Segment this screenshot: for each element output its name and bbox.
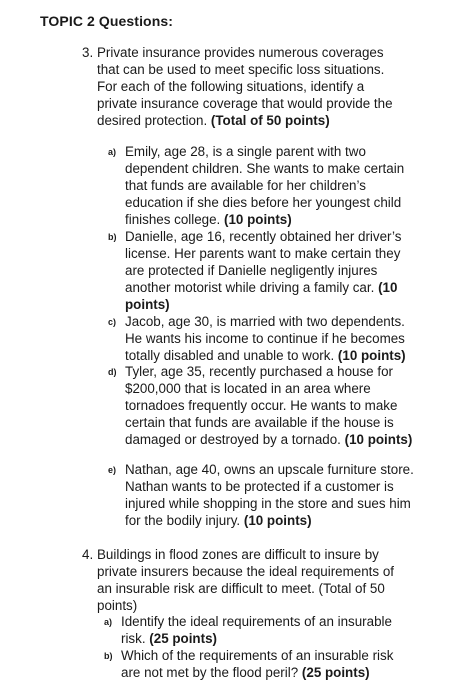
question-3-text: Private insurance provides numerous coverages that can be used to meet specific loss situations. For each of the following situations, identify a private insurance coverage that would provide the desired protection. [97, 45, 393, 128]
question-3c-mark: c) [108, 317, 117, 327]
question-3e [108, 461, 418, 529]
question-3d [108, 363, 418, 448]
question-3b [108, 228, 418, 313]
question-3a-points: (10 points) [224, 212, 292, 227]
question-3c-text: Jacob, age 30, is married with two dependents. He wants his income to continue if he becomes totally disabled and unable to work. [125, 314, 405, 363]
question-4b [104, 647, 414, 681]
question-4b-points: (25 points) [301, 665, 370, 680]
question-3-body [97, 44, 404, 129]
question-3e-points: (10 points) [243, 513, 312, 528]
question-4-text: Buildings in flood zones are difficult to insure by private insurers because the ideal requirements of an insurable risk are difficult to meet. (Total of 50 points) [97, 547, 394, 613]
topic-title: TOPIC 2 Questions: [40, 13, 174, 29]
question-3e-text: Nathan, age 40, owns an upscale furniture store. Nathan wants to be protected if a customer is injured while shopping in the store and sues him for the bodily injury. [125, 462, 414, 528]
question-3b-points: (10 points) [125, 280, 398, 312]
question-4a [104, 613, 414, 647]
question-3c-points: (10 points) [337, 348, 406, 363]
question-4b-mark: b) [104, 651, 113, 661]
question-3 [82, 44, 404, 129]
question-3d-mark: d) [108, 367, 117, 377]
question-4 [82, 546, 404, 614]
question-4b-text: Which of the requirements of an insurable risk are not met by the flood peril? [121, 648, 394, 680]
question-4-number: 4. [82, 547, 94, 562]
question-3d-points: (10 points) [344, 432, 413, 447]
question-3c [108, 313, 418, 364]
question-4a-mark: a) [104, 617, 113, 627]
question-3e-mark: e) [108, 465, 117, 475]
question-3d-text: Tyler, age 35, recently purchased a house for $200,000 that is located in an area where tornadoes frequently occur. He wants to make certain that funds are available if the house is damaged or destroyed by a tornado. [125, 364, 398, 447]
question-3a-text: Emily, age 28, is a single parent with two dependent children. She wants to make certain that funds are available for her children’s education if she dies before her youngest child finishes college. [125, 144, 405, 227]
question-3b-text: Danielle, age 16, recently obtained her driver’s license. Her parents want to make certain they are protected if Danielle negligently injures another motorist while driving a family car. [125, 229, 402, 295]
question-3a-mark: a) [108, 147, 117, 157]
question-3b-mark: b) [108, 232, 117, 242]
question-3-points: (Total of 50 points) [210, 113, 330, 128]
question-4a-points: (25 points) [149, 631, 217, 646]
question-3-number: 3. [82, 45, 94, 60]
question-3a [108, 143, 418, 228]
question-4a-text: Identify the ideal requirements of an insurable risk. [121, 614, 392, 646]
